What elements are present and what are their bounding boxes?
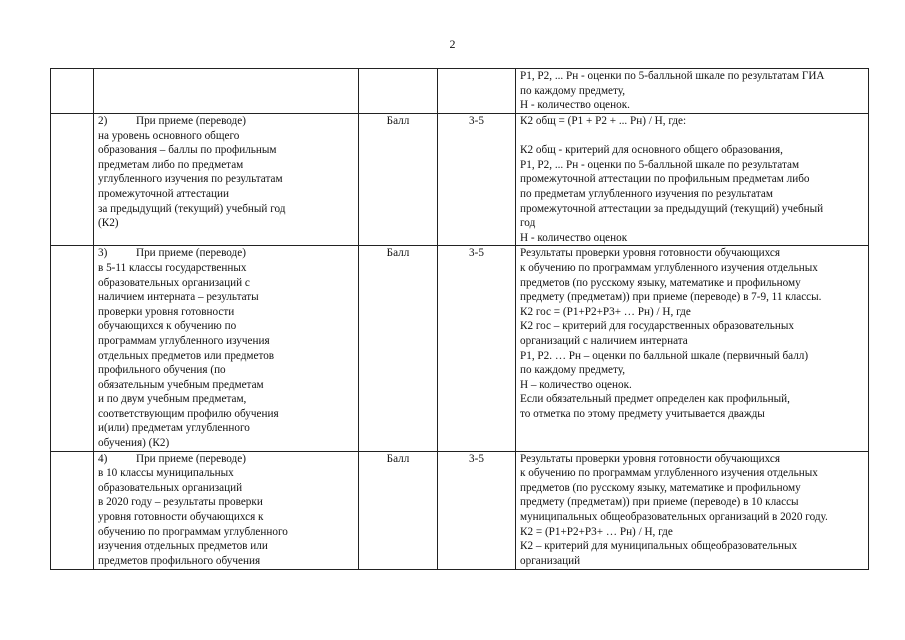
criteria-table-body <box>51 69 869 570</box>
table-row <box>51 69 869 114</box>
empty-cell <box>51 114 94 246</box>
page-number: 2 <box>449 37 456 51</box>
formula-text-line: К2 общ = (Р1 + Р2 + ... Рн) / Н, где: <box>520 115 687 127</box>
criterion-first-line: При приеме (переводе) <box>136 247 246 260</box>
criterion-text-line: уровня готовности обучающихся к <box>98 511 264 524</box>
table-row <box>51 114 869 246</box>
formula-text-line: то отметка по этому предмету учитывается дважды <box>520 407 765 420</box>
unit-cell: Балл <box>359 246 438 451</box>
item-number: 3) <box>98 247 108 260</box>
formula-text-line: предметов (по русскому языку, математике и профильному <box>520 276 801 289</box>
formula-text-line: по предметам углубленного изучения по результатам <box>520 187 773 200</box>
unit-cell: Балл <box>359 451 438 569</box>
criterion-text-line: обучения) (К2) <box>98 437 170 450</box>
formula-text-line: К2 общ - критерий для основного общего образования, <box>520 144 783 157</box>
table-row <box>51 451 869 569</box>
criterion-text-line: обязательным учебным предметам <box>98 378 264 391</box>
criterion-cell <box>94 69 359 114</box>
unit-cell: Балл <box>359 114 438 246</box>
formula-text-line: предмету (предметам)) при приеме (переводе) в 7-9, 11 классы. <box>520 291 822 304</box>
criterion-first-line: При приеме (переводе) <box>136 115 246 127</box>
formula-text-line: Результаты проверки уровня готовности обучающихся <box>520 452 781 465</box>
formula-text-line: Н - количество оценок <box>520 231 628 244</box>
criterion-text-line: образовательных организаций <box>98 481 243 494</box>
criterion-text-line: в 2020 году – результаты проверки <box>98 496 263 509</box>
criterion-text-line: изучения отдельных предметов или <box>98 540 268 553</box>
formula-text-line: организаций <box>520 554 581 567</box>
criterion-text-line: на уровень основного общего <box>98 129 240 142</box>
criterion-text-line: и по двум учебным предметам, <box>98 393 247 406</box>
empty-cell <box>51 451 94 569</box>
table-row <box>51 246 869 451</box>
criterion-cell <box>94 246 359 451</box>
formula-text-line: по каждому предмету, <box>520 364 626 377</box>
criterion-text-line: за предыдущий (текущий) учебный год <box>98 202 286 215</box>
criterion-first-line: При приеме (переводе) <box>136 452 246 465</box>
formula-text-line: по каждому предмету, <box>520 84 626 97</box>
criterion-text-line: проверки уровня готовности <box>98 305 235 318</box>
criterion-cell <box>94 451 359 569</box>
criterion-text-line: промежуточной аттестации <box>98 187 229 200</box>
formula-text-line: Если обязательный предмет определен как профильный, <box>520 393 790 406</box>
criterion-text-line: и(или) предметам углубленного <box>98 422 250 435</box>
criteria-table <box>50 68 869 570</box>
criterion-heading <box>98 114 354 129</box>
formula-text-line: промежуточной аттестации за предыдущий (текущий) учебный <box>520 202 824 215</box>
criterion-text-line: образовательных организаций с <box>98 276 250 289</box>
formula-text-line: муниципальных общеобразовательных организаций в 2020 году. <box>520 511 828 524</box>
formula-text-line: Н - количество оценок. <box>520 99 630 112</box>
criterion-text-line: обучающихся к обучению по <box>98 320 237 333</box>
formula-text-line: промежуточной аттестации по профильным предметам либо <box>520 173 810 186</box>
formula-cell <box>516 69 869 114</box>
criterion-text-line: предметам либо по предметам <box>98 158 244 171</box>
formula-cell <box>516 451 869 569</box>
formula-text-line: Р1, Р2, ... Рн - оценки по 5-балльной шкале по результатам ГИА <box>520 70 825 82</box>
empty-cell <box>51 246 94 451</box>
criterion-text-line: в 10 классы муниципальных <box>98 467 234 480</box>
criterion-heading <box>98 246 354 261</box>
range-cell: 3-5 <box>438 246 516 451</box>
criterion-text-line: наличием интерната – результаты <box>98 291 259 304</box>
formula-text-line: к обучению по программам углубленного изучения отдельных <box>520 261 818 274</box>
criterion-text-line: соответствующим профилю обучения <box>98 407 279 420</box>
formula-cell <box>516 246 869 451</box>
formula-text-line: предмету (предметам)) при приеме (переводе) в 10 классы <box>520 496 799 509</box>
criterion-text-line: в 5-11 классы государственных <box>98 261 247 274</box>
criterion-text-line: программам углубленного изучения <box>98 334 270 347</box>
formula-text-line: К2 – критерий для муниципальных общеобразовательных <box>520 540 798 553</box>
formula-text-line: Р1, Р2, ... Рн - оценки по 5-балльной шкале по результатам <box>520 158 800 171</box>
criterion-text-line: отдельных предметов или предметов <box>98 349 275 362</box>
formula-text-line: К2 гос – критерий для государственных образовательных <box>520 320 794 333</box>
criterion-text-line: образования – баллы по профильным <box>98 144 277 157</box>
formula-text-line <box>520 129 864 144</box>
criterion-text-line: обучению по программам углубленного <box>98 525 288 538</box>
empty-cell <box>51 69 94 114</box>
formula-text-line: К2 = (Р1+Р2+Р3+ … Рн) / Н, где <box>520 525 673 538</box>
range-cell: 3-5 <box>438 451 516 569</box>
formula-text-line: Н – количество оценок. <box>520 378 632 391</box>
criterion-cell <box>94 114 359 246</box>
criterion-text-line: углубленного изучения по результатам <box>98 173 283 186</box>
formula-text-line: к обучению по программам углубленного изучения отдельных <box>520 467 818 480</box>
item-number: 2) <box>98 115 108 127</box>
item-number: 4) <box>98 452 108 465</box>
criterion-text-line: предметов профильного обучения <box>98 554 261 567</box>
formula-text-line: Результаты проверки уровня готовности обучающихся <box>520 247 781 260</box>
formula-cell <box>516 114 869 246</box>
formula-text-line: год <box>520 217 536 230</box>
criterion-text-line: (К2) <box>98 217 119 230</box>
range-cell <box>438 69 516 114</box>
formula-text-line: организаций с наличием интерната <box>520 334 688 347</box>
formula-text-line: Р1, Р2. … Рн – оценки по балльной шкале (первичный балл) <box>520 349 809 362</box>
criterion-text-line: профильного обучения (по <box>98 364 226 377</box>
range-cell: 3-5 <box>438 114 516 246</box>
criterion-heading <box>98 452 354 467</box>
formula-text-line: К2 гос = (Р1+Р2+Р3+ … Рн) / Н, где <box>520 305 691 318</box>
unit-cell <box>359 69 438 114</box>
formula-text-line: предметов (по русскому языку, математике и профильному <box>520 481 801 494</box>
